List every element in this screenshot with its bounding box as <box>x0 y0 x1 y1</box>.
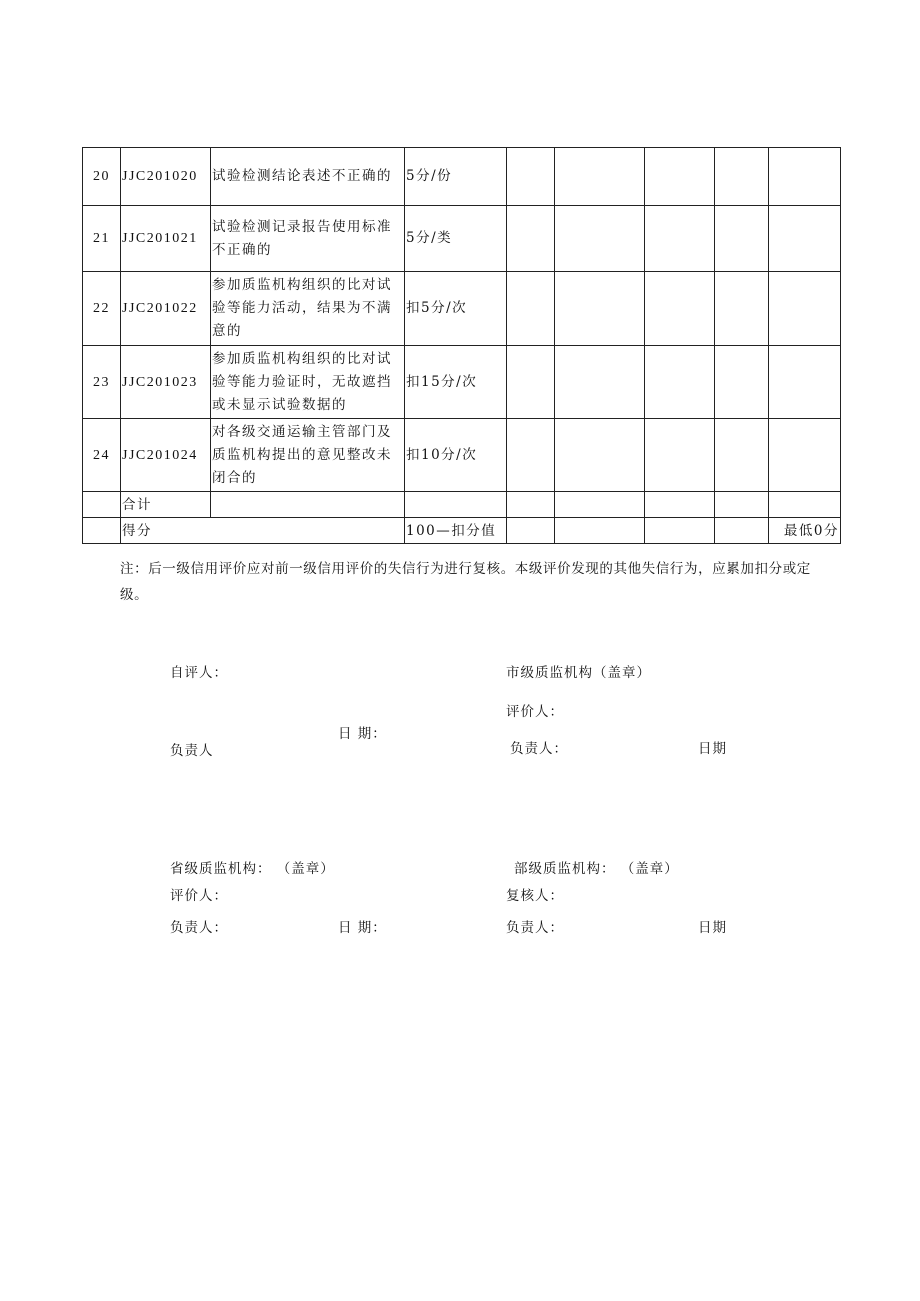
empty-cell <box>555 148 645 206</box>
empty-cell <box>507 206 555 272</box>
empty-cell <box>555 206 645 272</box>
empty-cell <box>645 346 715 419</box>
self-date-label: 日 期： <box>338 726 387 742</box>
empty-cell <box>507 148 555 206</box>
empty-cell <box>555 272 645 346</box>
table-row <box>83 206 841 272</box>
empty-cell <box>507 272 555 346</box>
credit-evaluation-table <box>82 147 841 544</box>
deduction-standard: 5分/份 <box>405 148 507 206</box>
city-head-label: 负责人： <box>510 741 568 757</box>
empty-cell <box>769 419 841 492</box>
empty-cell <box>405 492 507 518</box>
table-row <box>83 272 841 346</box>
deduction-standard: 扣5分/次 <box>405 272 507 346</box>
item-description: 试验检测结论表述不正确的 <box>211 148 405 206</box>
ministry-org-label: 部级质监机构： （盖章） <box>514 861 679 877</box>
total-label: 合计 <box>121 492 211 518</box>
item-number: 21 <box>83 206 121 272</box>
empty-cell <box>507 492 555 518</box>
province-evaluator-label: 评价人： <box>170 888 228 904</box>
empty-cell <box>645 148 715 206</box>
empty-cell <box>769 272 841 346</box>
deduction-standard: 扣10分/次 <box>405 419 507 492</box>
table-row <box>83 346 841 419</box>
item-code: JJC201022 <box>121 272 211 346</box>
item-number: 22 <box>83 272 121 346</box>
item-number: 23 <box>83 346 121 419</box>
item-code: JJC201024 <box>121 419 211 492</box>
empty-cell <box>83 492 121 518</box>
item-code: JJC201020 <box>121 148 211 206</box>
empty-cell <box>507 419 555 492</box>
empty-cell <box>83 518 121 544</box>
empty-cell <box>769 346 841 419</box>
empty-cell <box>715 206 769 272</box>
empty-cell <box>645 492 715 518</box>
total-row <box>83 492 841 518</box>
score-row <box>83 518 841 544</box>
empty-cell <box>769 148 841 206</box>
item-code: JJC201021 <box>121 206 211 272</box>
empty-cell <box>507 346 555 419</box>
ministry-head-label: 负责人： <box>506 920 564 936</box>
empty-cell <box>715 518 769 544</box>
city-org-label: 市级质监机构（盖章） <box>506 665 651 681</box>
item-code: JJC201023 <box>121 346 211 419</box>
item-number: 24 <box>83 419 121 492</box>
empty-cell <box>715 419 769 492</box>
empty-cell <box>555 419 645 492</box>
empty-cell <box>645 419 715 492</box>
score-formula: 100—扣分值 <box>405 518 507 544</box>
min-score: 最低0分 <box>769 518 841 544</box>
empty-cell <box>715 148 769 206</box>
city-date-label: 日期 <box>698 741 727 757</box>
table-row <box>83 148 841 206</box>
empty-cell <box>715 492 769 518</box>
score-label: 得分 <box>121 518 405 544</box>
self-head-label: 负责人 <box>170 743 214 759</box>
item-description: 参加质监机构组织的比对试验等能力活动，结果为不满意的 <box>211 272 405 346</box>
empty-cell <box>645 518 715 544</box>
footnote: 注：后一级信用评价应对前一级信用评价的失信行为进行复核。本级评价发现的其他失信行为，应累加扣分或定级。 <box>120 561 811 603</box>
empty-cell <box>769 492 841 518</box>
deduction-standard: 5分/类 <box>405 206 507 272</box>
ministry-date-label: 日期 <box>698 920 727 936</box>
item-number: 20 <box>83 148 121 206</box>
deduction-standard: 扣15分/次 <box>405 346 507 419</box>
empty-cell <box>715 272 769 346</box>
province-date-label: 日 期： <box>338 920 387 936</box>
empty-cell <box>555 518 645 544</box>
empty-cell <box>211 492 405 518</box>
item-description: 试验检测记录报告使用标准不正确的 <box>211 206 405 272</box>
self-evaluator-label: 自评人： <box>170 665 228 681</box>
item-description: 参加质监机构组织的比对试验等能力验证时，无故遮挡或未显示试验数据的 <box>211 346 405 419</box>
item-description: 对各级交通运输主管部门及质监机构提出的意见整改未闭合的 <box>211 419 405 492</box>
reviewer-label: 复核人： <box>506 888 564 904</box>
empty-cell <box>645 272 715 346</box>
empty-cell <box>715 346 769 419</box>
empty-cell <box>645 206 715 272</box>
empty-cell <box>507 518 555 544</box>
province-org-label: 省级质监机构： （盖章） <box>170 861 335 877</box>
empty-cell <box>555 492 645 518</box>
city-evaluator-label: 评价人： <box>506 704 564 720</box>
empty-cell <box>555 346 645 419</box>
empty-cell <box>769 206 841 272</box>
table-row <box>83 419 841 492</box>
province-head-label: 负责人： <box>170 920 228 936</box>
